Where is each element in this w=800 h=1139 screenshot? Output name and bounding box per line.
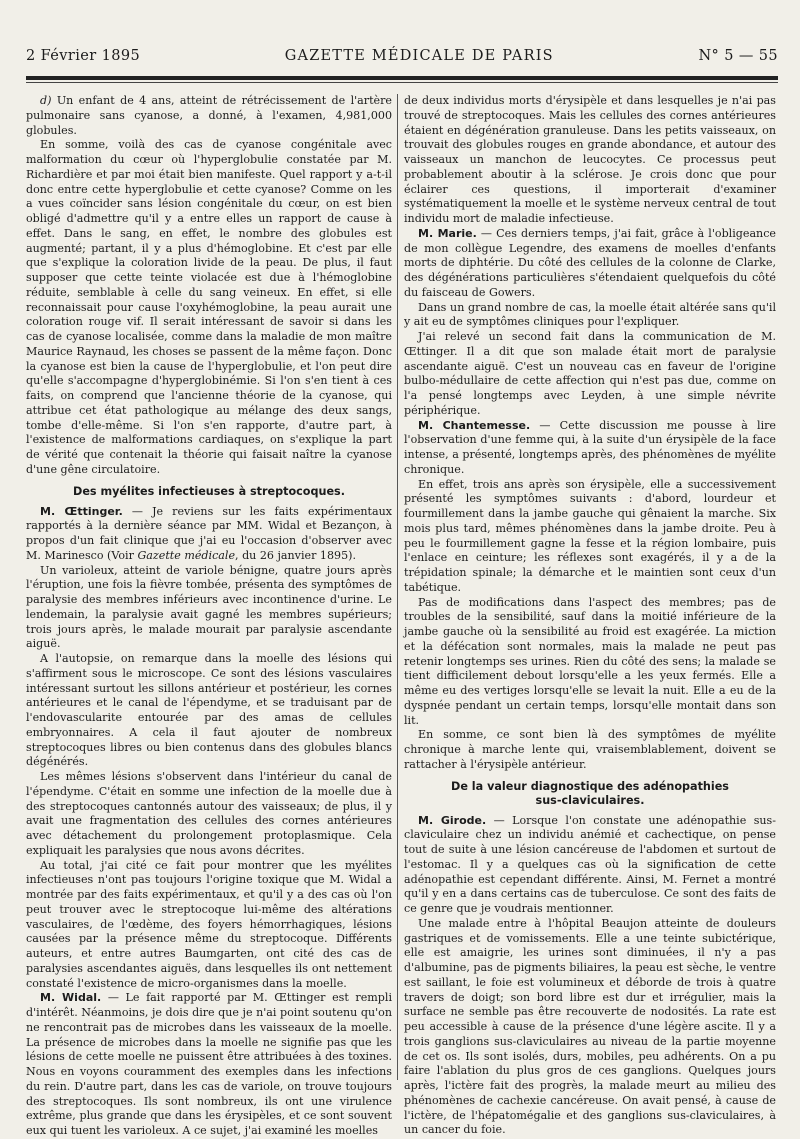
- paragraph: En effet, trois ans après son érysipèle, elle a successivement présenté les symptômes suivants : d'abord, lourdeur et fourmillement dans la jambe gauche qui gênaient la marche. Six mois plus tard, mêmes phénomènes dans la jambe droite. Peu à peu le fourmillement gagne la fesse et la région lombaire, puis l'enlace en ceinture; les réflexes sont exagérés, il y a de la trépidation spinale; la démarche et le maintien sont ceux d'un tabétique.: [404, 477, 776, 594]
- speaker-paragraph: [26, 991, 392, 1139]
- paragraph-text: , du 26 janvier 1895).: [235, 548, 356, 562]
- journal-reference: Gazette médicale: [137, 548, 236, 562]
- header-rule-thin: [26, 82, 778, 83]
- paragraph: J'ai relevé un second fait dans la communication de M. Œttinger. Il a dit que son malade était mort de paralysie ascendante aiguë. C'est un nouveau cas en faveur de l'origine bulbo-médullaire de cette affection qui n'est pas due, comme on l'a pensé longtemps avec Leyden, à une simple névrite périphérique.: [404, 330, 776, 417]
- speaker-paragraph: [404, 227, 776, 301]
- section-heading: Des myélites infectieuses à streptocoques.: [73, 484, 345, 498]
- speaker-name: M. Widal.: [40, 991, 102, 1005]
- heading-line: De la valeur diagnostique des adénopathies: [451, 779, 729, 793]
- paragraph: Au total, j'ai cité ce fait pour montrer que les myélites infectieuses n'ont pas toujours l'origine toxique que M. Widal a montrée par des faits expérimentaux, et qu'il y a des cas où l'on peut trouver avec le streptocoque lui-même des altérations vasculaires, de l'œdème, des foyers hémorrhagiques, lésions causées par la présence même du streptocoque. Différents auteurs, et entre autres Baumgarten, ont cité des cas de paralysies ascendantes aiguës, dans lesquelles ils ont nettement constaté l'existence de micro-organismes dans la moelle.: [26, 858, 392, 990]
- paragraph: Pas de modifications dans l'aspect des membres; pas de troubles de la sensibilité, sauf dans la moitié inférieure de la jambe gauche où la sensibilité au froid est exagérée. La miction et la défécation sont normales, mais la malade ne peut pas retenir longtemps ses urines. Rien du côté des sens; la malade se tient difficilement debout lorsqu'elle a les yeux fermés. Elle a même eu des vertiges lorsqu'elle se levait la nuit. Elle a eu de la dyspnée pendant un certain temps, lorsqu'elle montait dans son lit.: [404, 595, 776, 727]
- paragraph-text: Un enfant de 4 ans, atteint de rétrécissement de l'artère pulmonaire sans cyanose, a donné, à l'examen, 4,981,000 globules.: [26, 94, 392, 137]
- heading-line: sus-claviculaires.: [535, 793, 645, 807]
- page-number: N° 5 — 55: [698, 48, 778, 64]
- paragraph-text: — Je reviens sur les faits expérimentaux rapportés à la dernière séance par MM. Widal et Bezançon, à propos d'un fait clinique que j'ai eu l'occasion d'observer avec M. Marinesco (Voir: [26, 504, 393, 562]
- header-rule-thick: [26, 76, 778, 80]
- speaker-name: M. Girode.: [418, 813, 487, 827]
- page-header: [26, 48, 778, 70]
- paragraph-text: — Lorsque l'on constate une adénopathie sus-claviculaire chez un individu anémié et cachectique, on pense tout de suite à une lésion cancéreuse de l'abdomen et surtout de l'estomac. Il y a quelques cas où la signification de cette adénopathie est cependant différente. Ainsi, M. Fernet a montré qu'il y en a dans certains cas de tuberculose. Ce sont des faits de ce genre que je voudrais mentionner.: [404, 813, 776, 915]
- paragraph: Les mêmes lésions s'observent dans l'intérieur du canal de l'épendyme. C'était en somme une infection de la moelle due à des streptocoques cantonnés autour des vaisseaux; de plus, il y avait une fragmentation des cellules des cornes antérieures avec détachement du prolongement protoplasmique. Cela expliquait les paralysies que nous avons décrites.: [26, 770, 392, 857]
- section-heading: [404, 780, 776, 808]
- paragraph: Un varioleux, atteint de variole bénigne, quatre jours après l'éruption, une fois la fièvre tombée, présenta des symptômes de paralysie des membres inférieurs avec incontinence d'urine. Le lendemain, la paralysie avait gagné les membres supérieurs; trois jours après, le malade mourait par paralysie ascendante aiguë.: [26, 563, 392, 651]
- item-marker: d): [40, 94, 52, 107]
- paragraph: En somme, ce sont bien là des symptômes de myélite chronique à marche lente qui, vraisemblablement, doivent se rattacher à l'érysipèle antérieur.: [404, 728, 776, 771]
- paragraph: [26, 94, 392, 138]
- speaker-paragraph: [404, 814, 776, 917]
- speaker-paragraph: [404, 419, 776, 478]
- left-column: [26, 94, 393, 1137]
- speaker-name: M. Marie.: [418, 226, 477, 240]
- paragraph-text: — Le fait rapporté par M. Œttinger est rempli d'intérêt. Néanmoins, je dois dire que je n'ai point soutenu qu'on ne rencontrait pas de microbes dans les vaisseaux de la moelle. La présence de microbes dans la moelle ne signifie pas que les lésions de cette moelle ne puissent être attribuées à des toxines. Nous en voyons couramment des exemples dans les infections du rein. D'autre part, dans les cas de variole, on trouve toujours des streptocoques. Ils sont nombreux, ils ont une virulence extrême, plus grande que dans les érysipèles, et ce sont souvent eux qui tuent les varioleux. A ce sujet, j'ai examiné les moelles: [26, 991, 392, 1137]
- column-divider: [397, 94, 398, 1080]
- issue-date: 2 Février 1895: [26, 48, 141, 64]
- paragraph-text: — Ces derniers temps, j'ai fait, grâce à l'obligeance de mon collègue Legendre, des examens de moelles d'enfants morts de diphtérie. Du côté des cellules de la colonne de Clarke, des dégénérations particulières s'étendaient quelquefois du côté du faisceau de Gowers.: [404, 226, 776, 299]
- speaker-name: M. Œttinger.: [40, 504, 123, 518]
- paragraph: Une malade entre à l'hôpital Beaujon atteinte de douleurs gastriques et de vomissements. Elle a une teinte subictérique, elle est amaigrie, les urines sont diminuées, il n'y a pas d'albumine, pas de pigments biliaires, la peau est sèche, le ventre est saillant, le foie est volumineux et déborde de trois à quatre travers de doigt; son bord libre est dur et irrégulier, mais la surface ne semble pas être recouverte de nodosités. La rate est peu accessible à cause de la présence d'une légère ascite. Il y a trois ganglions sus-claviculaires au niveau de la partie moyenne de cet os. Ils sont isolés, durs, mobiles, peu adhérents. On a pu faire l'ablation du plus gros de ces ganglions. Quelques jours après, l'ictère fait des progrès, la malade meurt au milieu des phénomènes de cachexie cancéreuse. On avait pensé, à cause de l'ictère, de l'hépatomégalie et des ganglions sus-claviculaires, à un cancer du foie.: [404, 916, 776, 1137]
- paragraph-text: — Cette discussion me pousse à lire l'observation d'une femme qui, à la suite d'un érysipèle de la face intense, a présenté, longtemps après, des phénomènes de myélite chronique.: [404, 418, 776, 476]
- paragraph: Dans un grand nombre de cas, la moelle était altérée sans qu'il y ait eu de symptômes cliniques pour l'expliquer.: [404, 300, 776, 329]
- speaker-name: M. Chantemesse.: [418, 418, 531, 432]
- paragraph: En somme, voilà des cas de cyanose congénitale avec malformation du cœur où l'hyperglobulie constatée par M. Richardière et par moi était bien manifeste. Quel rapport y a-t-il donc entre cette hyperglobulie et cette cyanose? Comme on les a vues coïncider sans lésion congénitale du cœur, on est bien obligé d'admettre qu'il y a entre elles un rapport de cause à effet. Dans le sang, en effet, le nombre des globules est augmenté; partant, il y a plus d'hémoglobine. Et c'est par elle que s'explique la coloration livide de la peau. De plus, il faut supposer que cette teinte violacée est due à l'hémoglobine réduite, semblable à celle du sang veineux. En effet, si elle reconnaissait pour cause l'oxyhémoglobine, la peau aurait une coloration rouge vif. Il serait intéressant de savoir si dans les cas de cyanose localisée, comme dans la maladie de mon maître Maurice Raynaud, les choses se passent de la même façon. Donc la cyanose est bien la cause de l'hyperglobulie, et l'on peut dire qu'elle s'accompagne d'hyperglobinémie. Si l'on s'en tient à ces faits, on comprend que l'ancienne théorie de la cyanose, qui attribue cet état pathologique au mélange des deux sangs, tombe d'elle-même. Si l'on s'en rapporte, d'autre part, à l'existence de malformations cardiaques, on s'explique la part de vérité que contenait la théorie qui faisait naître la cyanose d'une gêne circulatoire.: [26, 138, 392, 476]
- right-column: [404, 94, 776, 1137]
- paragraph: de deux individus morts d'érysipèle et dans lesquelles je n'ai pas trouvé de streptocoques. Mais les cellules des cornes antérieures étaient en dégénération granuleuse. Dans les petits vaisseaux, on trouvait des globules rouges en grande abondance, et autour des vaisseaux un manchon de leucocytes. Ce processus peut probablement aboutir à la sclérose. Je crois donc que pour éclairer ces questions, il importerait d'examiner systématiquement la moelle et le système nerveux central de tout individu mort de maladie infectieuse.: [404, 94, 776, 225]
- speaker-paragraph: [26, 505, 392, 564]
- journal-title: GAZETTE MÉDICALE DE PARIS: [284, 48, 554, 64]
- paragraph: A l'autopsie, on remarque dans la moelle des lésions qui s'affirment sous le microscope. Ce sont des lésions vasculaires intéressant surtout les sillons antérieur et postérieur, les cornes antérieures et le canal de l'épendyme, et se traduisant par de l'endovascularite entourée par des amas de cellules embryonnaires. A cela il faut ajouter de nombreux streptocoques libres ou bien contenus dans des globules blancs dégénérés.: [26, 652, 392, 769]
